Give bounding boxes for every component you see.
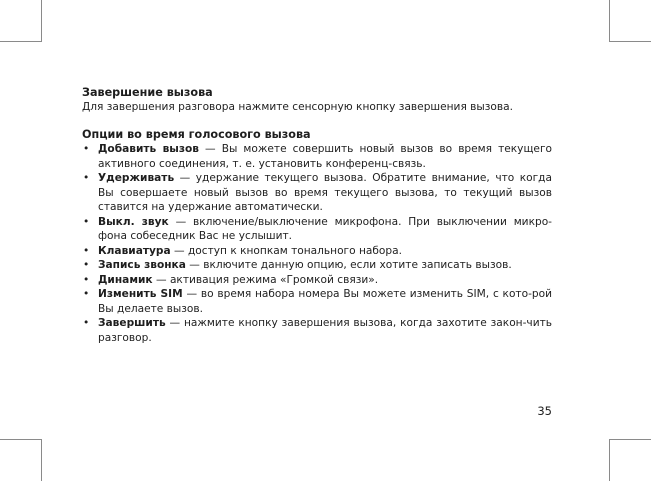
list-item — [82, 215, 552, 244]
crop-mark-top-right-horizontal — [609, 41, 651, 42]
bullet-icon: • — [83, 244, 90, 257]
bullet-icon: • — [83, 288, 90, 300]
crop-mark-bottom-right-vertical — [609, 439, 610, 481]
option-description: — активация режима «Громкой связи». — [152, 273, 379, 286]
option-description: — Вы можете совершить новый вызов во время текущего активного соединения, т. е. установить конференц-связь. — [98, 143, 552, 170]
option-term: Выкл. звук — [98, 215, 169, 228]
page-content — [82, 86, 552, 345]
option-description: — во время набора номера Вы можете изменить SIM, с кото-рой Вы делаете вызов. — [98, 288, 552, 315]
option-term: Завершить — [98, 317, 166, 329]
option-description: — включение/выключение микрофона. При выключении микро-фона собеседник Вас не услышит. — [98, 215, 552, 242]
crop-mark-bottom-left-vertical — [41, 439, 42, 481]
crop-mark-top-left-horizontal — [0, 41, 42, 42]
option-term: Удерживать — [98, 172, 175, 184]
crop-mark-bottom-right-horizontal — [609, 439, 651, 440]
option-description: — доступ к кнопкам тонального набора. — [170, 244, 402, 257]
bullet-icon: • — [83, 273, 90, 286]
end-call-text: Для завершения разговора нажмите сенсорную кнопку завершения вызова. — [82, 101, 514, 113]
bullet-icon: • — [83, 172, 90, 184]
list-item — [82, 244, 552, 259]
crop-mark-top-right-vertical — [609, 0, 610, 42]
option-description: — нажмите кнопку завершения вызова, когда захотите закон-чить разговор. — [98, 317, 552, 344]
list-item — [82, 258, 552, 273]
list-item — [82, 273, 552, 288]
option-term: Динамик — [98, 273, 153, 286]
page-number: 35 — [537, 404, 552, 418]
option-description: — удержание текущего вызова. Обратите внимание, что когда Вы совершаете новый вызов во время текущего вызова, то текущий вызов ставится на удержание автоматически. — [98, 172, 552, 213]
list-item — [82, 287, 552, 316]
bullet-icon: • — [83, 317, 90, 329]
bullet-icon: • — [83, 143, 90, 155]
list-item — [82, 316, 552, 345]
bullet-icon: • — [83, 259, 90, 271]
call-options-list — [82, 142, 552, 345]
crop-mark-bottom-left-horizontal — [0, 439, 42, 440]
option-description: — включите данную опцию, если хотите записать вызов. — [185, 259, 512, 271]
option-term: Запись звонка — [98, 259, 186, 271]
option-term: Изменить SIM — [98, 288, 183, 300]
list-item — [82, 142, 552, 171]
end-call-heading: Завершение вызова — [82, 86, 213, 99]
option-term: Добавить вызов — [98, 143, 200, 155]
option-term: Клавиатура — [98, 244, 171, 257]
call-options-heading: Опции во время голосового вызова — [82, 128, 311, 141]
bullet-icon: • — [83, 215, 90, 228]
crop-mark-top-left-vertical — [41, 0, 42, 42]
list-item — [82, 171, 552, 215]
